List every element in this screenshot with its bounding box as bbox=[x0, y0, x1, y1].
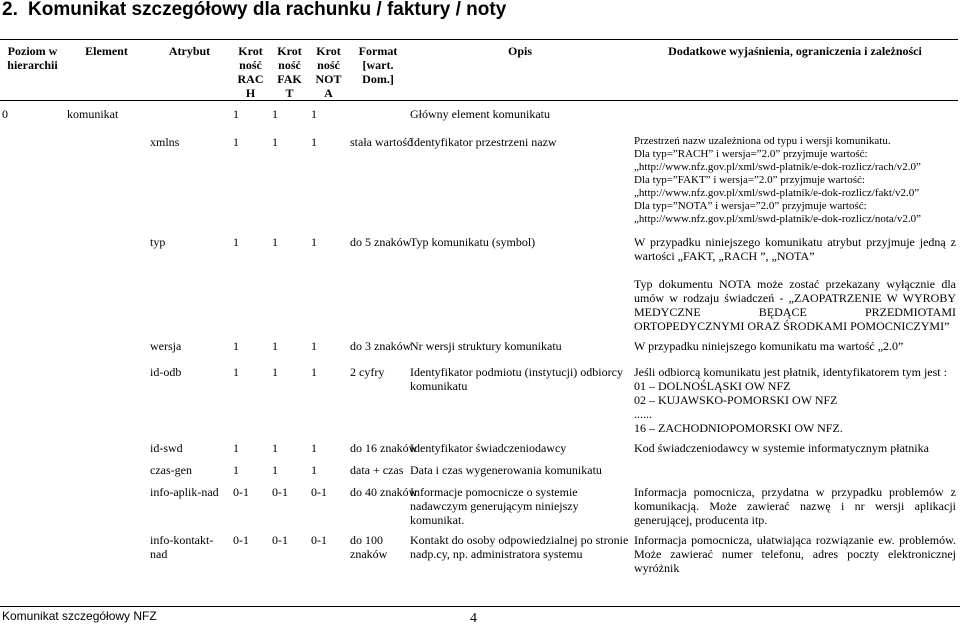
cell-atrybut: xmlns bbox=[150, 134, 180, 149]
cell-krot: 1 bbox=[233, 338, 239, 353]
cell-opis: Kontakt do osoby odpowiedzialnej po stronie nadp.cy, np. administratora systemu bbox=[410, 532, 629, 561]
footer-title: Komunikat szczegółowy NFZ bbox=[2, 609, 157, 623]
cell-opis: Identyfikator podmiotu (instytucji) odbiorcy komunikatu bbox=[410, 364, 623, 393]
dodatkowe-line: Dla typ=”RACH” i wersja=”2.0” przyjmuje wartość: bbox=[634, 147, 868, 160]
dodatkowe-line: „http://www.nfz.gov.pl/xml/swd-platnik/e-dok-rozlicz/fakt/v2.0” bbox=[634, 186, 920, 199]
cell-format: do 100 znaków bbox=[350, 532, 388, 561]
cell-krot: 1 bbox=[311, 134, 317, 149]
cell-atrybut: id-swd bbox=[150, 440, 183, 455]
col-header-dodatkowe: Dodatkowe wyjaśnienia, ograniczenia i zależności bbox=[632, 40, 958, 101]
table-row bbox=[0, 333, 958, 359]
cell-krot: 1 bbox=[233, 134, 239, 149]
cell-krot: 0-1 bbox=[311, 484, 327, 499]
table-row bbox=[0, 235, 958, 333]
cell-opis: Data i czas wygenerowania komunikatu bbox=[410, 462, 602, 477]
table-row bbox=[0, 435, 958, 457]
cell-krot: 1 bbox=[272, 462, 278, 477]
col-header-atrybut: Atrybut bbox=[148, 40, 231, 101]
dodatkowe-line: Dla typ=”FAKT” i wersja=”2.0” przyjmuje wartość: bbox=[634, 173, 865, 186]
table-row bbox=[0, 129, 958, 235]
table-row bbox=[0, 457, 958, 479]
cell-krot: 1 bbox=[233, 107, 239, 121]
cell-krot: 0-1 bbox=[233, 484, 249, 499]
col-header-opis: Opis bbox=[408, 40, 632, 101]
cell-atrybut: typ bbox=[150, 234, 166, 249]
col-header-krot-rach: Krot ność RAC H bbox=[231, 40, 270, 101]
cell-opis: Informacje pomocnicze o systemie nadawczym generującym niniejszy komunikat. bbox=[410, 484, 579, 527]
cell-krot: 1 bbox=[311, 107, 317, 121]
cell-krot: 1 bbox=[311, 234, 317, 249]
dodatkowe-line: 02 – KUJAWSKO-POMORSKI OW NFZ bbox=[634, 392, 838, 407]
dodatkowe-text: Typ dokumentu NOTA może zostać przekazany wyłącznie dla umów w rodzaju świadczeń - „ZAOPATRZENIE W WYROBY MEDYCZNE BĘDĄCE PRZEDMIOTAMI ORTOPEDYCZNYMI ORAZ ŚRODKAMI POMOCNICZYMI” bbox=[634, 276, 956, 333]
dodatkowe-line: Jeśli odbiorcą komunikatu jest płatnik, identyfikatorem tym jest : bbox=[634, 364, 947, 379]
dodatkowe-text: W przypadku niniejszego komunikatu atrybut przyjmuje jedną z wartości „FAKT, „RACH ”, „NOTA” bbox=[634, 234, 956, 263]
table-row bbox=[0, 479, 958, 527]
col-header-krot-nota: Krot ność NOT A bbox=[309, 40, 348, 101]
cell-krot: 1 bbox=[272, 338, 278, 353]
cell-opis: Nr wersji struktury komunikatu bbox=[410, 338, 562, 353]
section-heading bbox=[2, 0, 506, 21]
cell-format: stała wartość bbox=[350, 134, 413, 149]
dodatkowe-line: Dla typ=”NOTA” i wersja=”2.0” przyjmuje wartość: bbox=[634, 199, 867, 212]
spec-table bbox=[0, 39, 958, 577]
cell-krot: 1 bbox=[272, 234, 278, 249]
dodatkowe-line: 01 – DOLNOŚLĄSKI OW NFZ bbox=[634, 378, 791, 393]
cell-krot: 1 bbox=[311, 364, 317, 379]
page-number: 4 bbox=[470, 611, 477, 626]
table-row bbox=[0, 527, 958, 577]
cell-format: data + czas bbox=[350, 462, 404, 477]
table-row bbox=[0, 101, 958, 129]
dodatkowe-text: W przypadku niniejszego komunikatu ma wartość „2.0” bbox=[634, 338, 904, 353]
cell-krot: 1 bbox=[272, 364, 278, 379]
cell-opis: Identyfikator przestrzeni nazw bbox=[410, 134, 557, 149]
cell-format: do 40 znaków bbox=[350, 484, 418, 499]
dodatkowe-line: ...... bbox=[634, 406, 652, 421]
cell-opis: Typ komunikatu (symbol) bbox=[410, 234, 536, 249]
cell-krot: 0-1 bbox=[272, 532, 288, 547]
cell-atrybut: info-kontakt-nad bbox=[150, 532, 214, 561]
cell-format: 2 cyfry bbox=[350, 364, 385, 379]
cell-krot: 1 bbox=[233, 234, 239, 249]
cell-format: do 3 znaków bbox=[350, 338, 412, 353]
cell-krot: 1 bbox=[272, 107, 278, 121]
cell-krot: 1 bbox=[233, 440, 239, 455]
dodatkowe-text: Informacja pomocnicza, przydatna w przypadku problemów z komunikacją. Może zawierać nazwę i nr wersji aplikacji generującej, producenta itp. bbox=[634, 484, 956, 527]
section-title: Komunikat szczegółowy dla rachunku / faktury / noty bbox=[28, 0, 507, 20]
col-header-poziom: Poziom w hierarchii bbox=[0, 40, 65, 101]
col-header-krot-fakt: Krot ność FAK T bbox=[270, 40, 309, 101]
dodatkowe-line: Przestrzeń nazw uzależniona od typu i wersji komunikatu. bbox=[634, 134, 891, 147]
cell-element: komunikat bbox=[67, 107, 119, 121]
cell-krot: 1 bbox=[311, 462, 317, 477]
cell-krot: 1 bbox=[272, 440, 278, 455]
section-number: 2. bbox=[2, 0, 18, 20]
dodatkowe-line: „http://www.nfz.gov.pl/xml/swd-platnik/e-dok-rozlicz/nota/v2.0” bbox=[634, 212, 921, 225]
dodatkowe-text: Informacja pomocnicza, ułatwiająca rozwiązanie ew. problemów. Może zawierać numer telefonu, adres poczty elektronicznej wyróżnik bbox=[634, 532, 956, 575]
cell-opis: Identyfikator świadczeniodawcy bbox=[410, 440, 567, 455]
footer-divider bbox=[0, 606, 960, 607]
dodatkowe-line: 16 – ZACHODNIOPOMORSKI OW NFZ. bbox=[634, 420, 843, 435]
cell-krot: 0-1 bbox=[272, 484, 288, 499]
cell-opis: Główny element komunikatu bbox=[410, 107, 550, 121]
cell-atrybut: id-odb bbox=[150, 364, 182, 379]
cell-krot: 1 bbox=[311, 338, 317, 353]
cell-krot: 1 bbox=[233, 462, 239, 477]
cell-format: do 5 znaków bbox=[350, 234, 412, 249]
col-header-format: Format [wart. Dom.] bbox=[348, 40, 408, 101]
dodatkowe-text: Kod świadczeniodawcy w systemie informatycznym płatnika bbox=[634, 440, 929, 455]
cell-format: do 16 znaków bbox=[350, 440, 418, 455]
cell-krot: 1 bbox=[272, 134, 278, 149]
col-header-element: Element bbox=[65, 40, 148, 101]
cell-krot: 1 bbox=[233, 364, 239, 379]
table-row bbox=[0, 359, 958, 435]
cell-atrybut: info-aplik-nad bbox=[150, 484, 219, 499]
table-header-row bbox=[0, 40, 958, 101]
cell-atrybut: wersja bbox=[150, 338, 182, 353]
cell-krot: 0-1 bbox=[311, 532, 327, 547]
cell-poziom: 0 bbox=[2, 107, 8, 121]
dodatkowe-line: „http://www.nfz.gov.pl/xml/swd-platnik/e-dok-rozlicz/rach/v2.0” bbox=[634, 160, 921, 173]
cell-atrybut: czas-gen bbox=[150, 462, 192, 477]
cell-krot: 1 bbox=[311, 440, 317, 455]
cell-krot: 0-1 bbox=[233, 532, 249, 547]
